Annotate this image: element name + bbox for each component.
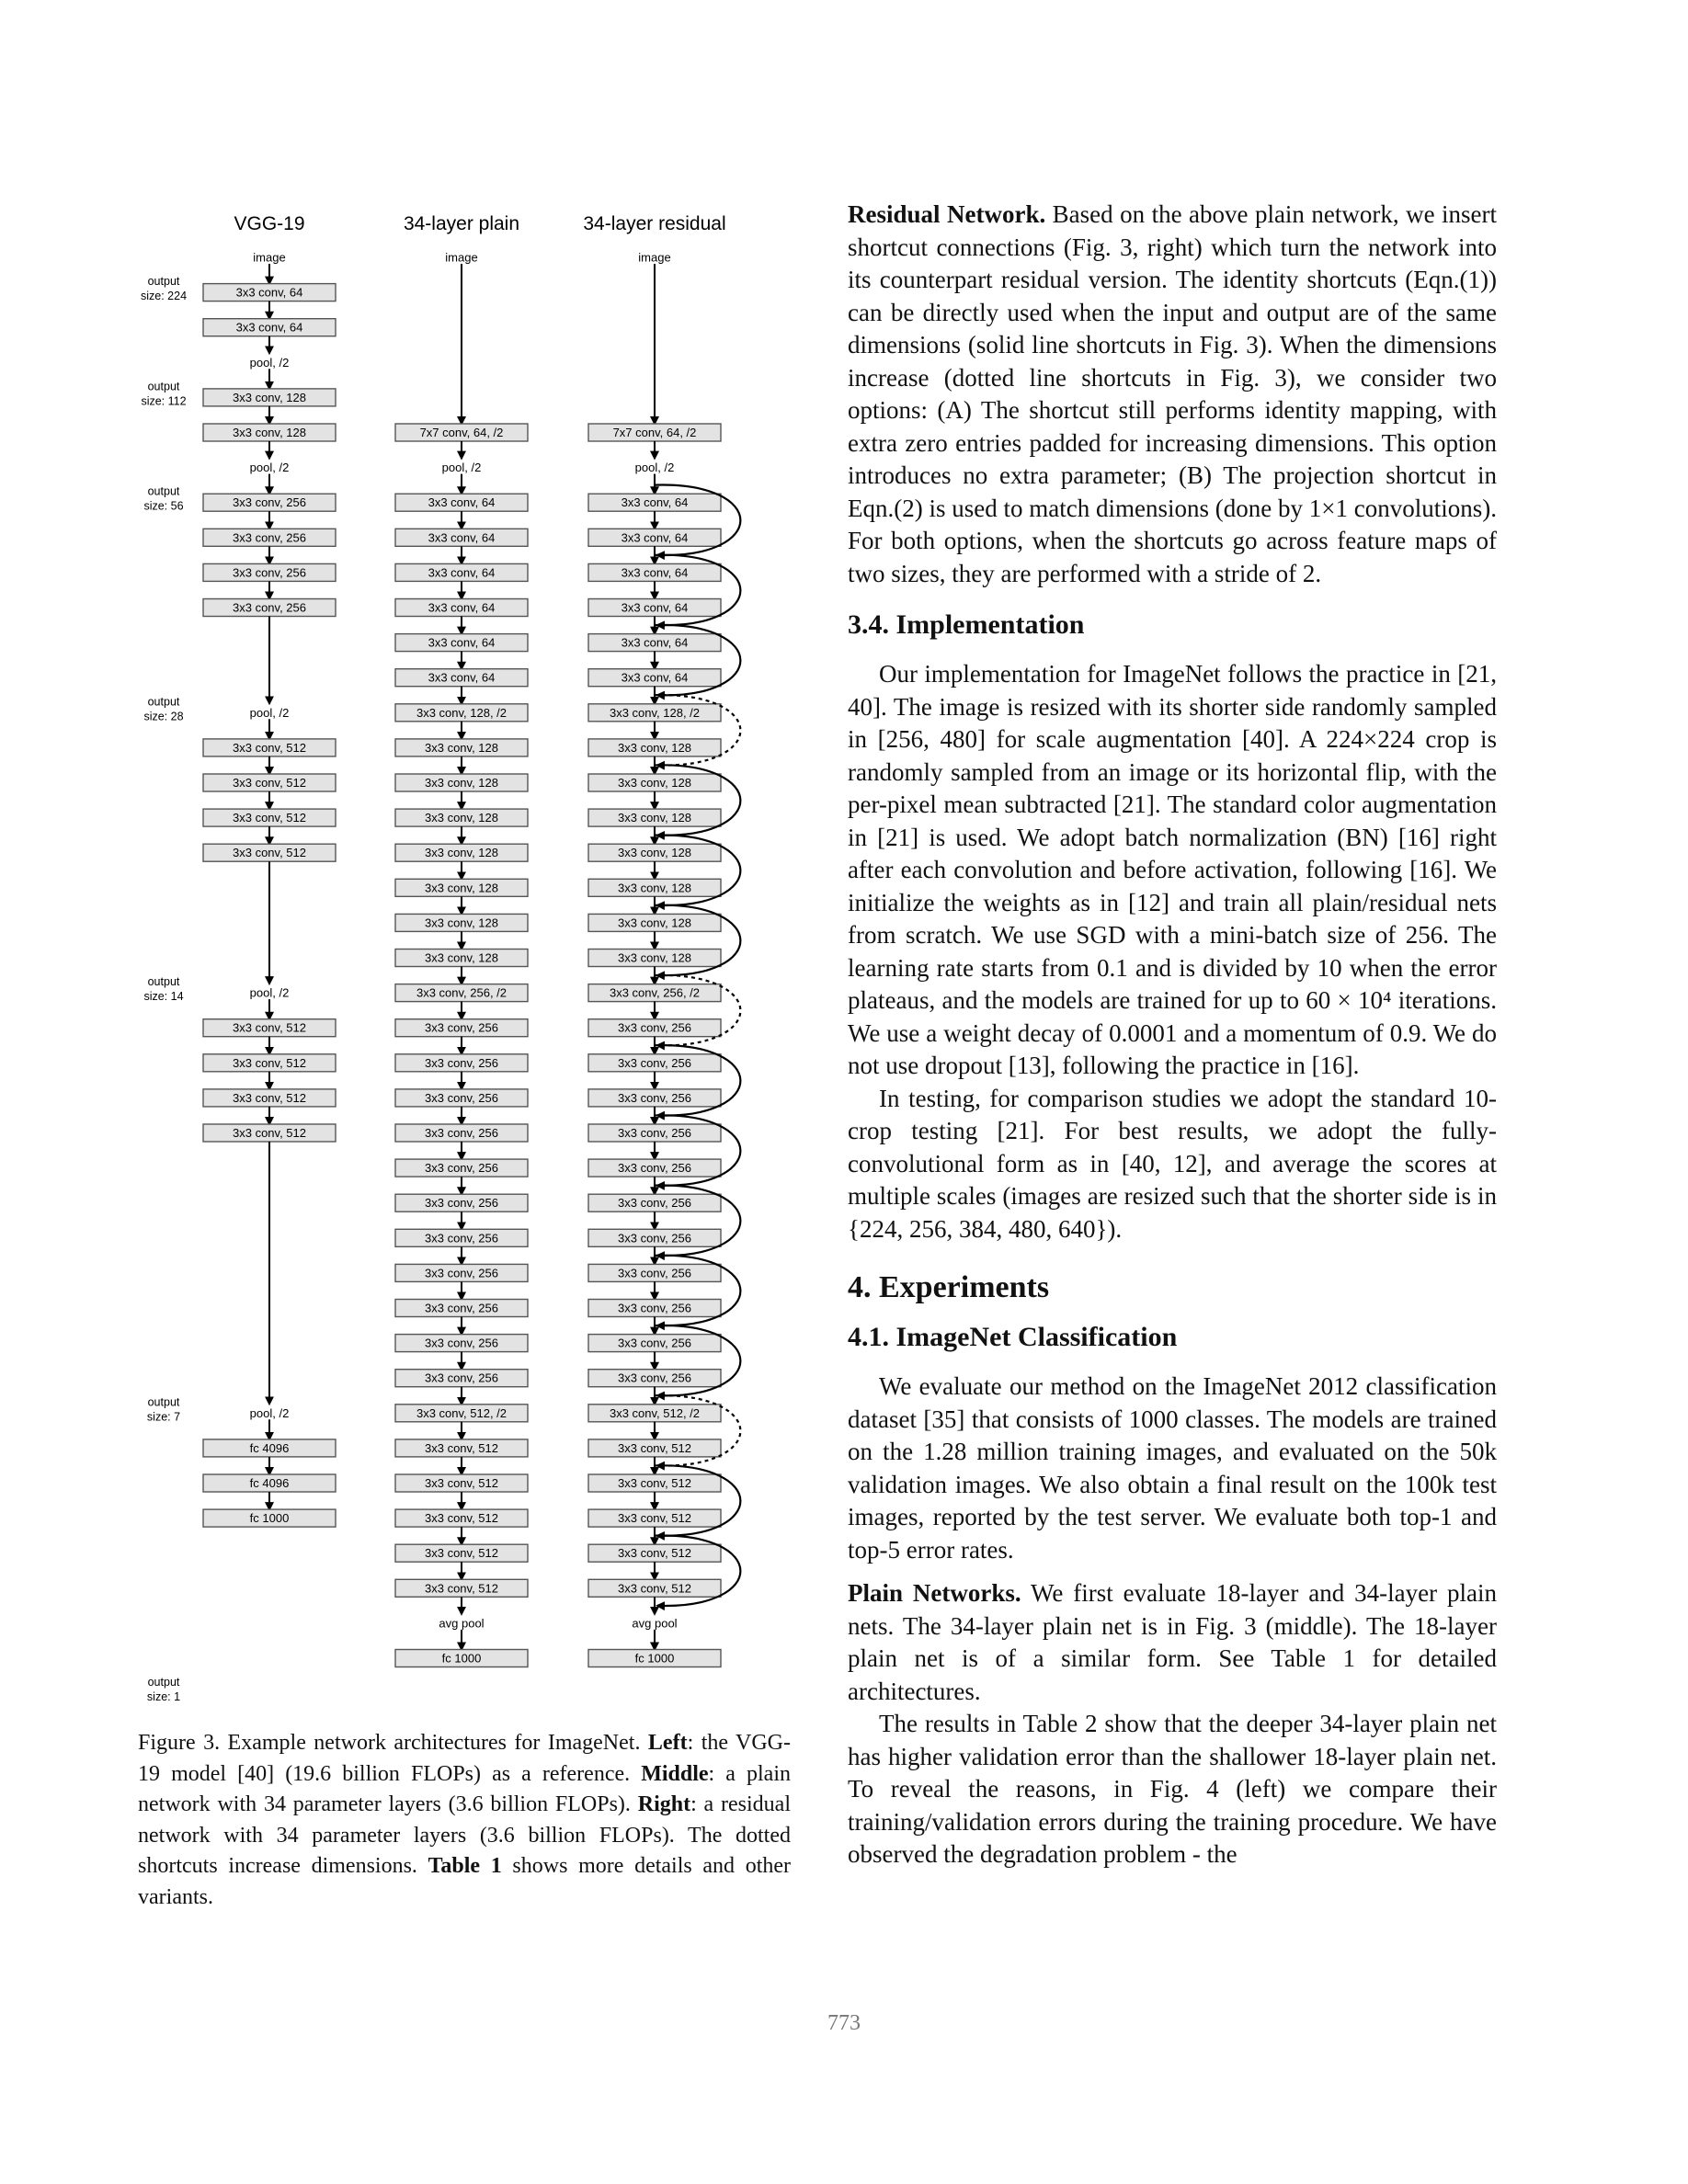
residual-layer-label: 7x7 conv, 64, /2 <box>612 426 697 439</box>
residual-layer-label: 3x3 conv, 512 <box>618 1440 691 1455</box>
plain-networks-body: We first evaluate 18-layer and 34-layer plain nets. The 34-layer plain net is in Fig. 3 (middle). The 18-layer plain net is of a similar form. See Table 1 for detailed architectures. <box>848 1579 1497 1705</box>
vgg-layer-label: 3x3 conv, 512 <box>233 776 306 790</box>
residual-layer-label: 3x3 conv, 64 <box>621 495 689 510</box>
right-text-column <box>848 199 1497 1871</box>
plain-layer-label: 3x3 conv, 64 <box>428 495 496 510</box>
plain-layer-label: 3x3 conv, 256 <box>425 1090 498 1105</box>
residual-layer-label: 3x3 conv, 128 <box>618 776 691 790</box>
plain-layer-label: 3x3 conv, 512 <box>425 1581 498 1596</box>
residual-layer-label: 3x3 conv, 128 <box>618 881 691 895</box>
caption-tail: shows more details and other variants. <box>138 1854 792 1909</box>
plain-layer-label: fc 1000 <box>441 1651 482 1666</box>
plain-layer-label: 3x3 conv, 256 <box>425 1371 498 1385</box>
output-size-value: size: 1 <box>146 1690 181 1704</box>
plain-layer-label: 3x3 conv, 512 <box>425 1440 498 1455</box>
plain-layer-label: 3x3 conv, 128 <box>425 811 498 825</box>
plain-networks-paragraph-2: The results in Table 2 show that the deeper 34-layer plain net has higher validation error than the shallower 18-layer plain net. To reveal the reasons, in Fig. 4 (left) we compare their training/validation errors during the training procedure. We have observed the degradation problem - the <box>848 1710 1497 1868</box>
plain-layer-label: 3x3 conv, 128 <box>425 950 498 965</box>
plain-layer-label: 3x3 conv, 256 <box>425 1020 498 1035</box>
residual-layer-label: 3x3 conv, 128 <box>618 846 691 860</box>
residual-layer-label: 3x3 conv, 128 <box>618 950 691 965</box>
column-title-residual: 34-layer residual <box>583 213 726 234</box>
vgg-layer-label: 3x3 conv, 128 <box>233 390 306 404</box>
residual-layer-label: 3x3 conv, 64 <box>621 530 689 545</box>
residual-network-body: Based on the above plain network, we insert shortcut connections (Fig. 3, right) which turn the network into its counterpart residual version. The identity shortcuts (Eqn.(1)) can be directly used when the input and output are of the same dimensions (solid line shortcuts in Fig. 3). When the dimensions increase (dotted line shortcuts in Fig. 3), we consider two options: (A) The shortcut still performs identity mapping, with extra zero entries padded for increasing dimensions. This option introduces no extra parameter; (B) The projection shortcut in Eqn.(2) is used to match dimensions (done by 1×1 convolutions). For both options, when the shortcuts go across feature maps of two sizes, they are performed with a stride of 2. <box>848 200 1498 587</box>
plain-layer-label: 3x3 conv, 128 <box>425 916 498 930</box>
plain-networks-paragraph <box>848 1577 1497 1708</box>
residual-layer-label: 3x3 conv, 128, /2 <box>609 705 701 720</box>
vgg-layer-label: 3x3 conv, 64 <box>235 285 303 300</box>
residual-layer-label: image <box>638 250 671 265</box>
vgg-layer-label: pool, /2 <box>249 461 290 475</box>
residual-layer-label: 3x3 conv, 64 <box>621 635 689 650</box>
vgg-layer-label: pool, /2 <box>249 705 290 720</box>
output-size-label: output <box>147 275 180 289</box>
plain-layer-label: 3x3 conv, 64 <box>428 635 496 650</box>
plain-layer-label: 3x3 conv, 256 <box>425 1231 498 1246</box>
residual-layer-label: 3x3 conv, 256 <box>618 1020 691 1035</box>
caption-left-label: Left <box>647 1731 688 1755</box>
vgg-layer-label: 3x3 conv, 512 <box>233 1055 306 1070</box>
plain-networks-runhead: Plain Networks. <box>848 1579 1021 1607</box>
vgg-layer-label: fc 4096 <box>249 1440 290 1455</box>
plain-layer-label: 3x3 conv, 256 <box>425 1301 498 1315</box>
plain-layer-label: 3x3 conv, 64 <box>428 600 496 615</box>
plain-layer-label: 3x3 conv, 128 <box>425 846 498 860</box>
caption-right-label: Right <box>637 1792 691 1816</box>
plain-layer-label: pool, /2 <box>441 461 482 475</box>
vgg-layer-label: pool, /2 <box>249 355 290 370</box>
residual-layer-label: pool, /2 <box>634 461 675 475</box>
imagenet-paragraph: We evaluate our method on the ImageNet 2012 classification dataset [35] that consists of 1000 classes. The models are trained on the 1.28 million training images, and evaluated on the 50k validation images. We also obtain a final result on the 100k test images, reported by the test server. We evaluate both top-1 and top-5 error rates. <box>848 1372 1497 1564</box>
residual-layer-label: 3x3 conv, 512 <box>618 1511 691 1526</box>
plain-layer-label: 3x3 conv, 512, /2 <box>416 1405 508 1420</box>
vgg-layer-label: 3x3 conv, 64 <box>235 320 303 335</box>
residual-network-runhead: Residual Network. <box>848 200 1046 228</box>
residual-layer-label: 3x3 conv, 256 <box>618 1196 691 1211</box>
plain-layer-label: image <box>445 250 478 265</box>
vgg-layer-label: fc 4096 <box>249 1476 290 1490</box>
vgg-layer-label: 3x3 conv, 256 <box>233 530 306 545</box>
output-size-label: output <box>147 484 180 498</box>
residual-layer-label: 3x3 conv, 256 <box>618 1301 691 1315</box>
plain-layer-label: 3x3 conv, 512 <box>425 1511 498 1526</box>
residual-layer-label: 3x3 conv, 256 <box>618 1371 691 1385</box>
plain-layer-label: 3x3 conv, 512 <box>425 1476 498 1490</box>
implementation-paragraph-2: In testing, for comparison studies we adopt the standard 10-crop testing [21]. For best results, we adopt the fully-convolutional form as in [40, 12], and average the scores at multiple scales (images are resized such that the shorter side is in {224, 256, 384, 480, 640}). <box>848 1084 1497 1243</box>
output-size-value: size: 56 <box>143 499 184 513</box>
plain-layer-label: 3x3 conv, 256, /2 <box>416 985 508 1000</box>
output-size-value: size: 224 <box>140 290 188 303</box>
output-size-label: output <box>147 975 180 989</box>
experiments-heading: 4. Experiments <box>848 1270 1050 1304</box>
vgg-layer-label: 3x3 conv, 512 <box>233 1126 306 1140</box>
residual-layer-label: 3x3 conv, 256 <box>618 1231 691 1246</box>
residual-layer-label: fc 1000 <box>634 1651 675 1666</box>
caption-middle-label: Middle <box>641 1761 709 1786</box>
plain-layer-label: 3x3 conv, 512 <box>425 1546 498 1561</box>
residual-layer-label: 3x3 conv, 512 <box>618 1476 691 1490</box>
residual-layer-label: 3x3 conv, 128 <box>618 811 691 825</box>
plain-layer-label: 3x3 conv, 256 <box>425 1161 498 1176</box>
implementation-paragraph-1: Our implementation for ImageNet follows the practice in [21, 40]. The image is resized with its shorter side randomly sampled in [256, 480] for scale augmentation [40]. A 224×224 crop is randomly sampled from an image or its horizontal flip, with the per-pixel mean subtracted [21]. The standard color augmentation in [21] is used. We adopt batch normalization (BN) [16] right after each convolution and before activation, following [16]. We initialize the weights as in [12] and train all plain/residual nets from scratch. We use SGD with a mini-batch size of 256. The learning rate starts from 0.1 and is divided by 10 when the error plateaus, and the models are trained for up to 60 × 10⁴ iterations. We use a weight decay of 0.0001 and a momentum of 0.9. We do not use dropout [13], following the practice in [16]. <box>848 660 1497 1079</box>
output-size-label: output <box>147 695 180 709</box>
residual-layer-label: 3x3 conv, 64 <box>621 565 689 580</box>
residual-layer-label: avg pool <box>632 1616 678 1631</box>
plain-layer-label: 7x7 conv, 64, /2 <box>419 426 504 439</box>
imagenet-heading: 4.1. ImageNet Classification <box>848 1322 1178 1352</box>
plain-layer-label: 3x3 conv, 64 <box>428 670 496 685</box>
residual-network-paragraph <box>848 199 1497 590</box>
plain-layer-label: 3x3 conv, 128 <box>425 740 498 755</box>
plain-layer-label: 3x3 conv, 256 <box>425 1266 498 1280</box>
residual-layer-label: 3x3 conv, 256, /2 <box>609 985 701 1000</box>
plain-layer-label: 3x3 conv, 64 <box>428 565 496 580</box>
page-number: 773 <box>827 2011 861 2035</box>
figure-caption <box>138 1728 791 1913</box>
output-size-label: output <box>147 380 180 393</box>
column-title-plain: 34-layer plain <box>403 213 520 234</box>
caption-right-text: : a residual network with 34 parameter layers (3.6 billion FLOPs). The dotted shortcuts increase dimensions. <box>138 1792 791 1878</box>
vgg-layer-label: 3x3 conv, 512 <box>233 1090 306 1105</box>
vgg-layer-label: pool, /2 <box>249 1405 290 1420</box>
residual-layer-label: 3x3 conv, 256 <box>618 1336 691 1350</box>
plain-layer-label: 3x3 conv, 256 <box>425 1126 498 1140</box>
output-size-value: size: 28 <box>143 710 184 723</box>
output-size-label: output <box>147 1395 180 1409</box>
output-size-value: size: 112 <box>141 394 187 408</box>
vgg-layer-label: 3x3 conv, 512 <box>233 846 306 860</box>
plain-layer-label: 3x3 conv, 128 <box>425 881 498 895</box>
vgg-layer-label: pool, /2 <box>249 985 290 1000</box>
caption-lead: Figure 3. Example network architectures for ImageNet. <box>138 1731 641 1755</box>
plain-layer-label: 3x3 conv, 64 <box>428 530 496 545</box>
plain-layer-label: avg pool <box>439 1616 485 1631</box>
output-size-value: size: 14 <box>143 990 184 1004</box>
vgg-layer-label: 3x3 conv, 256 <box>233 495 306 510</box>
vgg-layer-label: image <box>253 250 286 265</box>
residual-layer-label: 3x3 conv, 512 <box>618 1546 691 1561</box>
plain-layer-label: 3x3 conv, 256 <box>425 1336 498 1350</box>
output-size-label: output <box>147 1676 180 1689</box>
residual-layer-label: 3x3 conv, 256 <box>618 1161 691 1176</box>
residual-layer-label: 3x3 conv, 64 <box>621 670 689 685</box>
residual-layer-label: 3x3 conv, 256 <box>618 1055 691 1070</box>
implementation-heading: 3.4. Implementation <box>848 609 1085 640</box>
vgg-layer-label: 3x3 conv, 512 <box>233 740 306 755</box>
column-title-vgg: VGG-19 <box>234 213 305 234</box>
caption-left-text: : the VGG-19 model [40] (19.6 billion FLOPs) as a reference. <box>138 1731 792 1786</box>
residual-layer-label: 3x3 conv, 512 <box>618 1581 691 1596</box>
vgg-layer-label: 3x3 conv, 512 <box>233 1020 306 1035</box>
plain-layer-label: 3x3 conv, 128 <box>425 776 498 790</box>
vgg-layer-label: fc 1000 <box>249 1511 290 1526</box>
caption-table-ref: Table 1 <box>428 1854 502 1878</box>
plain-layer-label: 3x3 conv, 128, /2 <box>416 705 508 720</box>
vgg-layer-label: 3x3 conv, 256 <box>233 565 306 580</box>
plain-layer-label: 3x3 conv, 256 <box>425 1196 498 1211</box>
plain-layer-label: 3x3 conv, 256 <box>425 1055 498 1070</box>
vgg-layer-label: 3x3 conv, 128 <box>233 426 306 439</box>
residual-layer-label: 3x3 conv, 512, /2 <box>609 1405 701 1420</box>
residual-layer-label: 3x3 conv, 64 <box>621 600 689 615</box>
residual-layer-label: 3x3 conv, 256 <box>618 1266 691 1280</box>
vgg-layer-label: 3x3 conv, 256 <box>233 600 306 615</box>
vgg-layer-label: 3x3 conv, 512 <box>233 811 306 825</box>
residual-layer-label: 3x3 conv, 256 <box>618 1126 691 1140</box>
residual-layer-label: 3x3 conv, 256 <box>618 1090 691 1105</box>
residual-layer-label: 3x3 conv, 128 <box>618 916 691 930</box>
residual-layer-label: 3x3 conv, 128 <box>618 740 691 755</box>
caption-middle-text: : a plain network with 34 parameter layers (3.6 billion FLOPs). <box>138 1761 792 1816</box>
output-size-value: size: 7 <box>146 1410 181 1424</box>
